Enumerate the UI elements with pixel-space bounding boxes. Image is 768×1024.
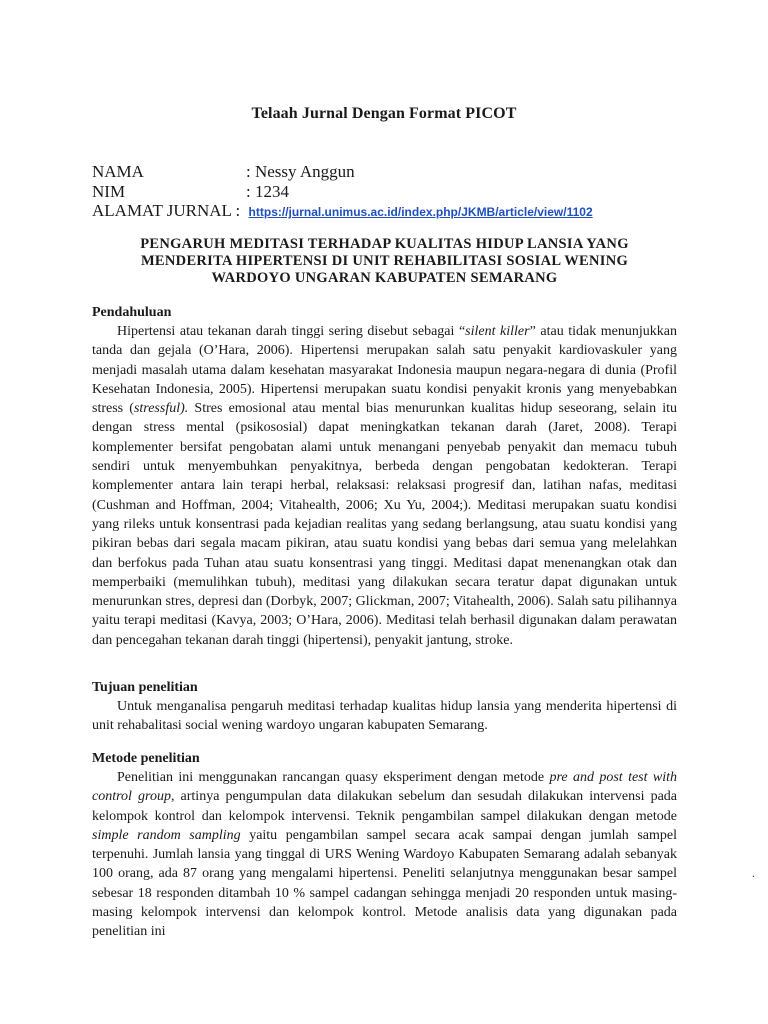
pendahuluan-emphasis-1: silent killer bbox=[465, 324, 530, 339]
nama-label: NAMA bbox=[92, 162, 144, 181]
jurnal-link[interactable]: https://jurnal.unimus.ac.id/index.php/JKMB/article/view/1102 bbox=[248, 205, 593, 219]
tujuan-heading: Tujuan penelitian bbox=[92, 680, 198, 695]
jurnal-row bbox=[92, 201, 593, 222]
metode-emphasis-1: pre and post test with control group bbox=[92, 770, 677, 805]
nim-row bbox=[92, 182, 289, 202]
document-title: Telaah Jurnal Dengan Format PICOT bbox=[251, 105, 517, 122]
margin-mark: . bbox=[752, 866, 755, 880]
pendahuluan-text-3: Stres emosional atau mental bias menurunkan kualitas hidup seseorang, selain itu dengan stress mental (psikososial) dapat meningkatkan tekanan darah (Jaret, 2008). Terapi komplementer bersifat pengobatan alami untuk menangani penyebab penyakit dan memacu tubuh sendiri untuk menyembuhkan penyakitnya, berbeda dengan pengobatan kedokteran. Terapi komplementer antara lain terapi herbal, relaksasi: relaksasi progresif dan, latihan nafas, meditasi (Cushman and Hoffman, 2004; Vitahealth, 2006; Xu Yu, 2004;). Meditasi merupakan suatu kondisi yang rileks untuk konsentrasi pada kejadian realitas yang sedang berlangsung, atau suatu kondisi yang pikiran bebas dari segala macam pikiran, atau suatu kondisi yang bebas dari semua yang melelahkan dan berfokus pada Tuhan atau suatu konsentrasi yang tinggi. Meditasi dapat menenangkan otak dan memperbaiki (memulihkan tubuh), meditasi yang dilakukan secara teratur dapat digunakan untuk menurunkan stres, depresi dan (Dorbyk, 2007; Glickman, 2007; Vitahealth, 2006). Salah satu pilihannya yaitu terapi meditasi (Kavya, 2003; O’Hara, 2006). Meditasi telah berhasil digunakan dalam perawatan dan pencegahan tekanan darah tinggi (hipertensi), penyakit jantung, stroke. bbox=[92, 401, 678, 648]
pendahuluan-emphasis-2: stressful). bbox=[133, 401, 189, 417]
pendahuluan-paragraph bbox=[92, 322, 677, 650]
metode-text-3: yaitu pengambilan sampel secara acak sampai dengan jumlah sampel terpenuhi. Jumlah lansia yang tinggal di URS Wening Wardoyo Kabupaten Semarang adalah sebanyak 100 orang, ada 87 orang yang mengalami hipertensi. Peneliti selanjutnya menggunakan besar sampel sebesar 18 responden ditambah 10 % sampel cadangan sehingga menjadi 20 responden untuk masing-masing kelompok intervensi dan kelompok kontrol. Metode analisis data yang digunakan pada penelitian ini bbox=[92, 827, 677, 940]
metode-text-2: , artinya pengumpulan data dilakukan sebelum dan sesudah dilakukan intervensi pada kelompok kontrol dan kelompok intervensi. Teknik pengambilan sampel dilakukan dengan metode bbox=[92, 789, 677, 824]
pendahuluan-text-2: ” atau tidak menunjukkan tanda dan gejala (O’Hara, 2006). Hipertensi merupakan salah satu penyakit kardiovaskuler yang menjadi masalah utama dalam kesehatan masyarakat Indonesia maupun negara-negara di dunia (Profil Kesehatan Indonesia, 2005). Hipertensi merupakan suatu kondisi penyakit kronis yang menyebabkan stress ( bbox=[92, 324, 677, 417]
metode-emphasis-2: simple random sampling bbox=[92, 827, 241, 843]
nama-row bbox=[92, 162, 355, 182]
nim-label: NIM bbox=[92, 182, 126, 201]
metode-heading: Metode penelitian bbox=[92, 751, 200, 766]
tujuan-paragraph: Untuk menganalisa pengaruh meditasi terhadap kualitas hidup lansia yang menderita hipertensi di unit rehabalitasi social wening wardoyo ungaran kabupaten Semarang. bbox=[92, 699, 677, 734]
article-title bbox=[92, 236, 677, 287]
article-title-line-1: PENGARUH MEDITASI TERHADAP KUALITAS HIDUP LANSIA YANG bbox=[140, 236, 629, 252]
article-title-line-2: MENDERITA HIPERTENSI DI UNIT REHABILITASI SOSIAL WENING bbox=[140, 253, 629, 269]
metode-paragraph bbox=[92, 768, 677, 942]
pendahuluan-text-1: Hipertensi atau tekanan darah tinggi sering disebut sebagai “ bbox=[117, 324, 466, 339]
pendahuluan-heading: Pendahuluan bbox=[92, 305, 172, 320]
nim-value: : 1234 bbox=[246, 182, 289, 201]
metode-text-1: Penelitian ini menggunakan rancangan quasy eksperiment dengan metode bbox=[117, 770, 550, 785]
nama-value: : Nessy Anggun bbox=[246, 162, 355, 181]
jurnal-label: ALAMAT JURNAL : bbox=[92, 201, 241, 220]
article-title-line-3: WARDOYO UNGARAN KABUPATEN SEMARANG bbox=[211, 270, 558, 286]
